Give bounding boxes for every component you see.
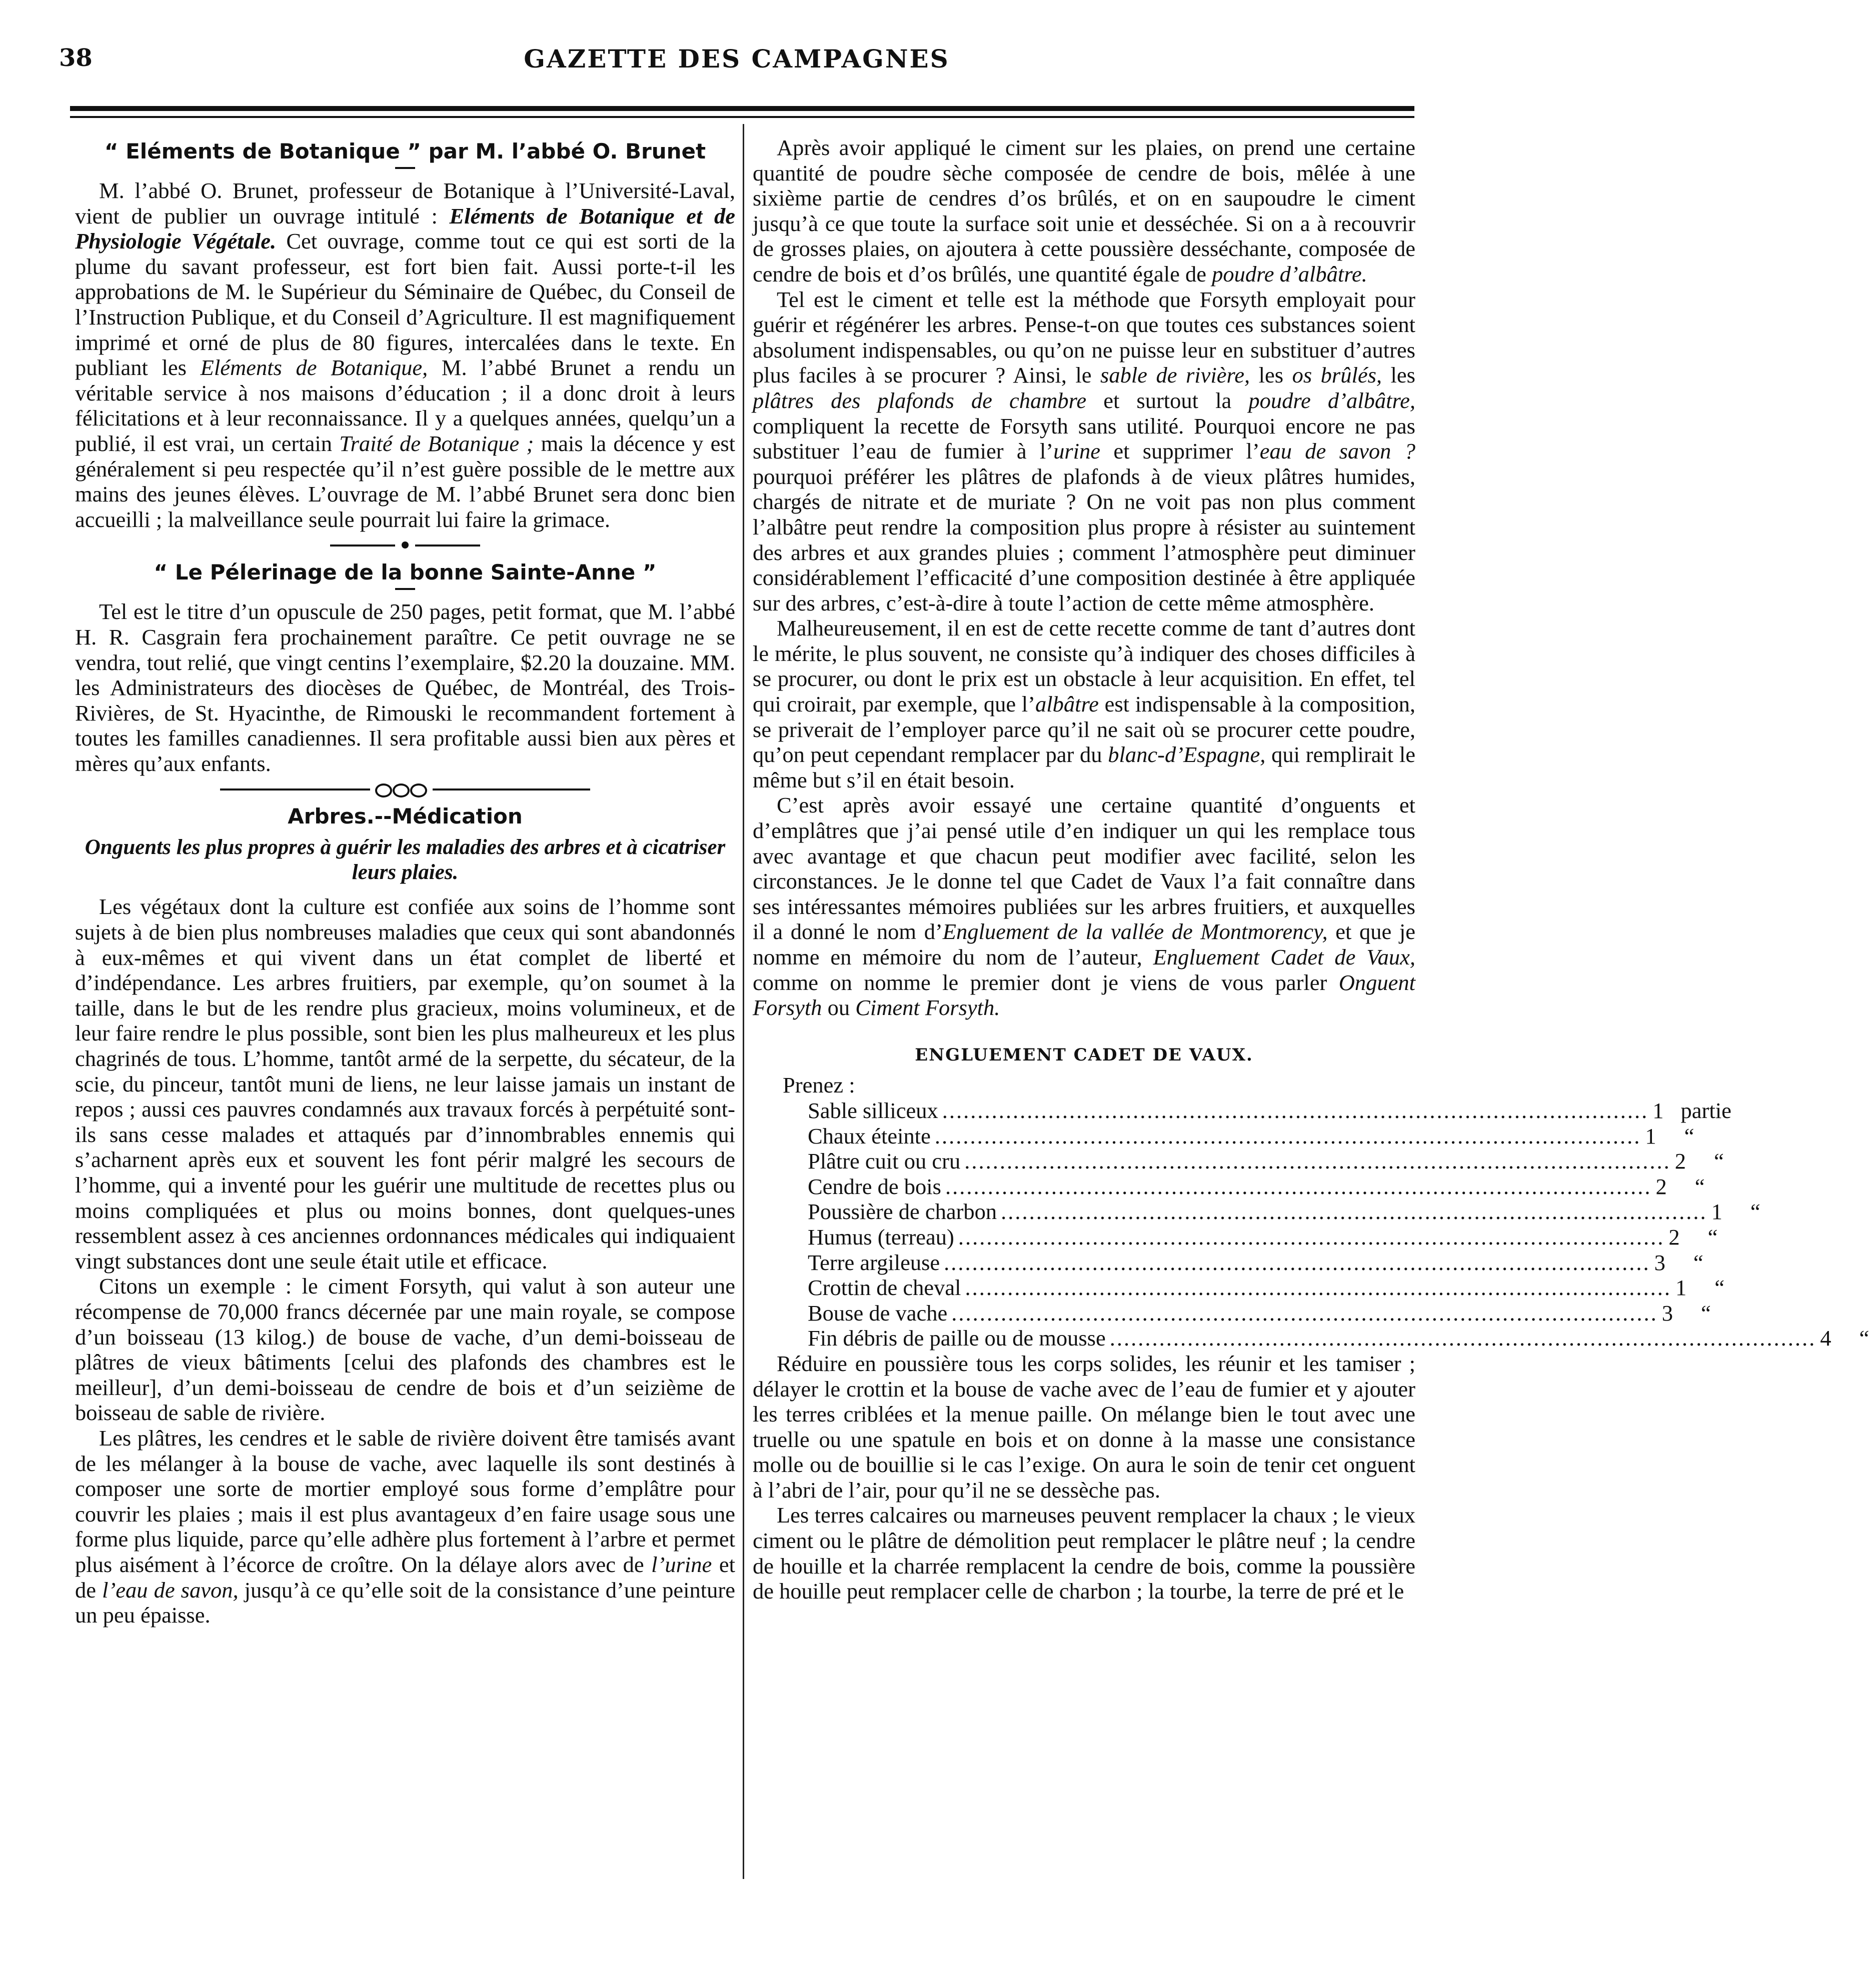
article-paragraph: Tel est le titre d’un opuscule de 250 pages, petit format, que M. l’abbé H. R. Casgrain fera prochainement paraître. Ce petit ouvrage ne se vendra, tout relié, que vingt centins l’exemplaire, $2.20 la douzaine. MM. les Administrateurs des diocèses de Québec, de Montréal, des Trois-Rivières, de St. Hyacinthe, de Rimouski le recommandent fortement à toutes les familles canadiennes. Il sera profitable aussi bien aux pères et mères qu’aux enfants.: [75, 599, 735, 776]
text-run: est indispensable à la composition, se priverait de l’employer parce qu’il ne sait où se procurer cette poudre, qu’on peut cependant remplacer par du: [753, 692, 1415, 768]
emphasis: Engluement de la vallée de Montmorency,: [942, 919, 1328, 944]
page-header: [59, 44, 1414, 84]
ingredient-row: [753, 1098, 1731, 1124]
page-number: 38: [59, 44, 93, 72]
dot-leader: ....................................................................................................: [1109, 1326, 1816, 1351]
ornament-ring: [393, 784, 410, 798]
article-paragraph: [753, 616, 1415, 792]
ingredient-name: Bouse de vache: [808, 1300, 948, 1326]
ingredient-name: Terre argileuse: [808, 1250, 940, 1275]
ingredient-name: Chaux éteinte: [808, 1123, 931, 1148]
article-paragraph: Les terres calcaires ou marneuses peuvent remplacer la chaux ; le vieux ciment ou le plâtre de démolition peut remplacer le plâtre neuf ; la cendre de houille et la charrée remplacent la cendre de bois, comme la poussière de houille peut remplacer celle de charbon ; la tourbe, la terre de pré et le: [753, 1502, 1415, 1604]
emphasis: albâtre: [1035, 692, 1099, 717]
ornament-bar: [220, 788, 370, 790]
ingredient-list: [753, 1098, 1869, 1351]
text-run: comme on nomme le premier dont je viens de vous parler: [753, 970, 1339, 995]
emphasis: eau de savon ?: [1259, 438, 1415, 464]
ingredient-qty: 1: [1645, 1123, 1656, 1148]
right-column: [753, 135, 1869, 1604]
ingredient-row: [753, 1250, 1703, 1276]
article-title-botanique: “ Eléments de Botanique ” par M. l’abbé O. Brunet: [104, 139, 706, 164]
text-run: et surtout la: [1086, 388, 1249, 413]
article-paragraph: [75, 1426, 735, 1628]
text-run: Après avoir appliqué le ciment sur les plaies, on prend une certaine quantité de poudre sèche composée de cendre de bois, mêlée à une sixième partie de cendres d’os brûlés, et on en saupoudre le ciment jusqu’à ce que toute la surface soit unie et desséchée. Si on a à recouvrir de grosses plaies, on ajoutera à cette poussière desséchante, composée de cendre de bois et d’os brûlés, une quantité égale de: [753, 135, 1415, 286]
ornament-bar: [433, 788, 590, 790]
emphasis: poudre d’albâtre.: [1212, 261, 1367, 286]
ingredient-qty: 1: [1675, 1275, 1687, 1300]
header-rule-thin: [70, 116, 1414, 118]
ingredient-row: [753, 1275, 1724, 1300]
ingredient-name: Plâtre cuit ou cru: [808, 1148, 961, 1174]
article-paragraph: [753, 135, 1415, 287]
ingredient-qty: 3: [1654, 1250, 1665, 1275]
ingredient-row: [753, 1326, 1869, 1351]
ingredient-unit: “: [1701, 1300, 1711, 1326]
article-paragraph: Les végétaux dont la culture est confiée aux soins de l’homme sont sujets à de bien plus nombreuses maladies que ceux qui sont abandonnés à eux-mêmes et qui vivent dans un état complet de liberté et d’indépendance. Les arbres fruitiers, par exemple, qu’on soumet à la taille, dans le but de les rendre plus gracieux, moins volumineux, et de leur faire rendre le plus possible, sont bien les plus malheureux et les plus chagrinés de tous. L’homme, tantôt armé de la serpette, du sécateur, de la scie, du pinceur, tantôt muni de liens, ne leur laisse jamais un instant de repos ; aussi ces pauvres condamnés aux travaux forcés à perpétuité sont-ils sans cesse malades et attaqués par d’innombrables ennemis qui s’acharnent après eux et souvent les font périr malgré les secours de l’homme, qui a inventé pour les guérir une multitude de recettes plus ou moins compliquées et plus ou moins bonnes, dont quelques-unes ressemblent assez à ces anciennes ordonnances médicales qui indiquaient vingt substances dont une seule était utile et efficace.: [75, 894, 735, 1274]
dot-leader: ....................................................................................................: [964, 1148, 1671, 1174]
ingredient-unit: “: [1859, 1326, 1869, 1351]
ingredient-row: [753, 1174, 1705, 1200]
column-divider: [743, 124, 744, 1879]
ingredient-qty: 1: [1652, 1098, 1664, 1123]
emphasis: urine: [1053, 438, 1101, 464]
recipe-title: ENGLUEMENT CADET DE VAUX.: [915, 1044, 1253, 1065]
text-run: C’est après avoir essayé une certaine quantité d’onguents et d’emplâtres que j’ai pensé utile d’en indiquer un qui les remplace tous avec avantage et que chacun peut modifier avec facilité, selon les circonstances. Je le donne tel que Cadet de Vaux l’a fait connaître dans ses intéressantes mémoires publiées sur les arbres fruitiers, et auxquelles il a donné le nom d’: [753, 792, 1415, 944]
text-run: les: [1382, 362, 1415, 388]
ingredient-name: Cendre de bois: [808, 1174, 941, 1199]
ingredient-row: [753, 1148, 1724, 1174]
ornament-ring: [410, 784, 427, 798]
article-paragraph: Citons un exemple : le ciment Forsyth, qui valut à son auteur une récompense de 70,000 francs décernée par une main royale, se compose d’un boisseau (13 kilog.) de bouse de vache, d’un demi-boisseau de plâtres de vieux bâtiments [celui des plafonds des chambres est le meilleur], d’un demi-boisseau de cendre de bois et d’un seizième de boisseau de sable de rivière.: [75, 1274, 735, 1426]
ingredient-name: Humus (terreau): [808, 1224, 954, 1250]
emphasis: os brûlés,: [1292, 362, 1382, 388]
emphasis: Onguent Forsyth: [753, 970, 1415, 1020]
ingredient-unit: “: [1750, 1199, 1760, 1224]
emphasis: plâtres des plafonds de chambre: [753, 388, 1087, 413]
emphasis: l’eau de savon,: [102, 1577, 239, 1602]
text-run: Les plâtres, les cendres et le sable de rivière doivent être tamisés avant de les mélanger à la bouse de vache, avec laquelle ils sont destinés à composer une sorte de mortier employé sous forme d’emplâtre pour couvrir les plaies ; mais il est plus avantageux d’en faire usage sous une forme plus liquide, parce qu’elle adhère plus fortement à l’arbre et permet plus aisément à l’écorce de croître. On la délaye alors avec de: [75, 1425, 735, 1577]
ornament-dot: [402, 542, 409, 548]
ingredient-name: Poussière de charbon: [808, 1199, 997, 1224]
ingredient-unit: “: [1707, 1224, 1718, 1250]
text-run: M. l’abbé O. Brunet, professeur de Botanique à l’Université-Laval, vient de publier un ouvrage intitulé :: [75, 178, 735, 228]
dot-leader: ....................................................................................................: [965, 1275, 1671, 1300]
text-run: Cet ouvrage, comme tout ce qui est sorti de la plume du savant professeur, est fort bien fait. Aussi porte-t-il les approbations de M. le Supérieur du Séminaire de Québec, du Conseil de l’Instruction Publique, et du Conseil d’Agriculture. Il est magnifiquement imprimé et orné de plus de 80 figures, intercalées dans le texte. En publiant les: [75, 228, 735, 380]
ingredient-unit: “: [1713, 1148, 1724, 1174]
ingredient-qty: 2: [1668, 1224, 1680, 1250]
ingredient-qty: 1: [1711, 1199, 1722, 1224]
book-title: Eléments de Botanique et de Physiologie Végétale.: [75, 203, 735, 254]
emphasis: Engluement Cadet de Vaux,: [1153, 944, 1415, 970]
emphasis: blanc-d’Espagne,: [1108, 742, 1266, 768]
emphasis: Ciment Forsyth.: [855, 995, 1000, 1020]
dot-leader: ....................................................................................................: [958, 1224, 1665, 1250]
ornament-bar: [415, 544, 480, 546]
dot-leader: ....................................................................................................: [942, 1098, 1649, 1123]
ingredient-name: Sable silliceux: [808, 1098, 938, 1123]
text-run: pourquoi préférer les plâtres de plafonds à de vieux plâtres humides, chargés de nitrate et de muriate ? On ne voit pas non plus comment l’albâtre peut rendre la composition plus propre à résister au suintement des arbres et aux grandes pluies ; comment l’atmosphère peut diminuer considérablement l’efficacité d’une composition destinée à être appliquée sur des arbres, c’est-à-dire à toute l’action de cette même atmosphère.: [753, 464, 1415, 616]
text-run: M. l’abbé Brunet a rendu un véritable service à nos maisons d’éducation ; il a donc droit à leurs félicitations et à leur reconnaissance. Il y a quelques années, quelqu’un a publié, il est vrai, un certain: [75, 355, 735, 456]
text-run: ou: [822, 995, 856, 1020]
emphasis: sable de rivière,: [1100, 362, 1250, 388]
text-run: et que je nomme en mémoire du nom de l’auteur,: [753, 919, 1416, 970]
text-run: et de: [75, 1552, 735, 1602]
ingredient-row: [753, 1300, 1711, 1326]
title-dash: [395, 167, 415, 169]
text-run: Malheureusement, il en est de cette recette comme de tant d’autres dont le mérite, le plus souvent, ne consiste qu’à indiquer des choses difficiles à se procurer, ou dont le prix est un obstacle à leur acquisition. En effet, tel qui croirait, par exemple, que l’: [753, 616, 1415, 717]
article-paragraph: [753, 287, 1415, 616]
ingredient-row: [753, 1199, 1760, 1224]
running-title: GAZETTE DES CAMPAGNES: [524, 44, 950, 74]
text-run: mais la décence y est généralement si peu respectée qu’il n’est guère possible de le mettre aux mains des jeunes élèves. L’ouvrage de M. l’abbé Brunet sera donc bien accueilli ; la malveillance seule pourrait lui faire la grimace.: [75, 430, 735, 532]
emphasis: poudre d’albâtre,: [1248, 388, 1415, 413]
ingredient-row: [753, 1224, 1718, 1250]
ingredient-qty: 2: [1674, 1148, 1686, 1174]
ornament-divider: [330, 537, 480, 554]
text-run: qui remplirait le même but s’il en était besoin.: [753, 742, 1415, 792]
ingredient-unit: “: [1694, 1174, 1705, 1199]
ingredient-qty: 2: [1655, 1174, 1667, 1199]
ingredient-unit: “: [1684, 1123, 1694, 1148]
article-title-arbres: Arbres.--Médication: [288, 804, 523, 829]
text-run: jusqu’à ce qu’elle soit de la consistance d’une peinture un peu épaisse.: [75, 1577, 735, 1628]
article-title-pelerinage: “ Le Pélerinage de la bonne Sainte-Anne ”: [154, 560, 657, 585]
ingredient-name: Crottin de cheval: [808, 1275, 961, 1300]
ornament-ring: [375, 784, 392, 798]
dot-leader: ....................................................................................................: [944, 1250, 1650, 1275]
left-column: [75, 135, 735, 1628]
title-dash: [395, 588, 415, 590]
dot-leader: ....................................................................................................: [951, 1300, 1658, 1326]
ingredient-qty: 3: [1661, 1300, 1673, 1326]
text-run: les: [1250, 362, 1292, 388]
ingredient-qty: 4: [1820, 1326, 1831, 1351]
ingredient-name: Fin débris de paille ou de mousse: [808, 1326, 1106, 1351]
ingredient-unit: “: [1693, 1250, 1703, 1275]
article-paragraph: [753, 792, 1415, 1020]
emphasis: l’urine: [651, 1552, 712, 1577]
text-run: Tel est le ciment et telle est la méthode que Forsyth employait pour guérir et régénérer les arbres. Pense-t-on que toutes ces substances soient absolument indispensables, ou qu’on ne puisse leur en substituer d’autres plus faciles à se procurer ? Ainsi, le: [753, 286, 1415, 388]
article-paragraph: [75, 178, 735, 532]
article-subtitle: Onguents les plus propres à guérir les maladies des arbres et à cicatriser leurs plaies.: [85, 836, 726, 884]
text-run: compliquent la recette de Forsyth sans utilité. Pourquoi encore ne pas substituer l’eau de fumier à l’: [753, 413, 1415, 464]
dot-leader: ....................................................................................................: [945, 1174, 1652, 1199]
book-title: Traité de Botanique ;: [339, 430, 534, 456]
ingredient-row: [753, 1123, 1694, 1149]
ornament-divider: [220, 781, 590, 798]
book-title: Eléments de Botanique,: [200, 355, 428, 380]
ingredient-unit: “: [1714, 1275, 1724, 1300]
article-paragraph: Réduire en poussière tous les corps solides, les réunir et les tamiser ; délayer le crottin et la bouse de vache avec de l’eau de fumier et y ajouter les terres criblées et la menue paille. On mélange bien le tout avec une truelle ou une spatule en bois et on donne à la masse une consistance molle ou de bouillie si le cas l’exige. On aura le soin de tenir cet onguent à l’abri de l’air, pour qu’il ne se dessèche pas.: [753, 1350, 1415, 1502]
dot-leader: ....................................................................................................: [1001, 1199, 1707, 1224]
text-run: et supprimer l’: [1100, 438, 1260, 464]
ornament-bar: [330, 544, 395, 546]
ingredient-unit: partie: [1680, 1098, 1731, 1123]
recipe-intro: Prenez :: [783, 1072, 855, 1098]
header-rule-thick: [70, 106, 1414, 111]
dot-leader: ....................................................................................................: [934, 1123, 1641, 1148]
